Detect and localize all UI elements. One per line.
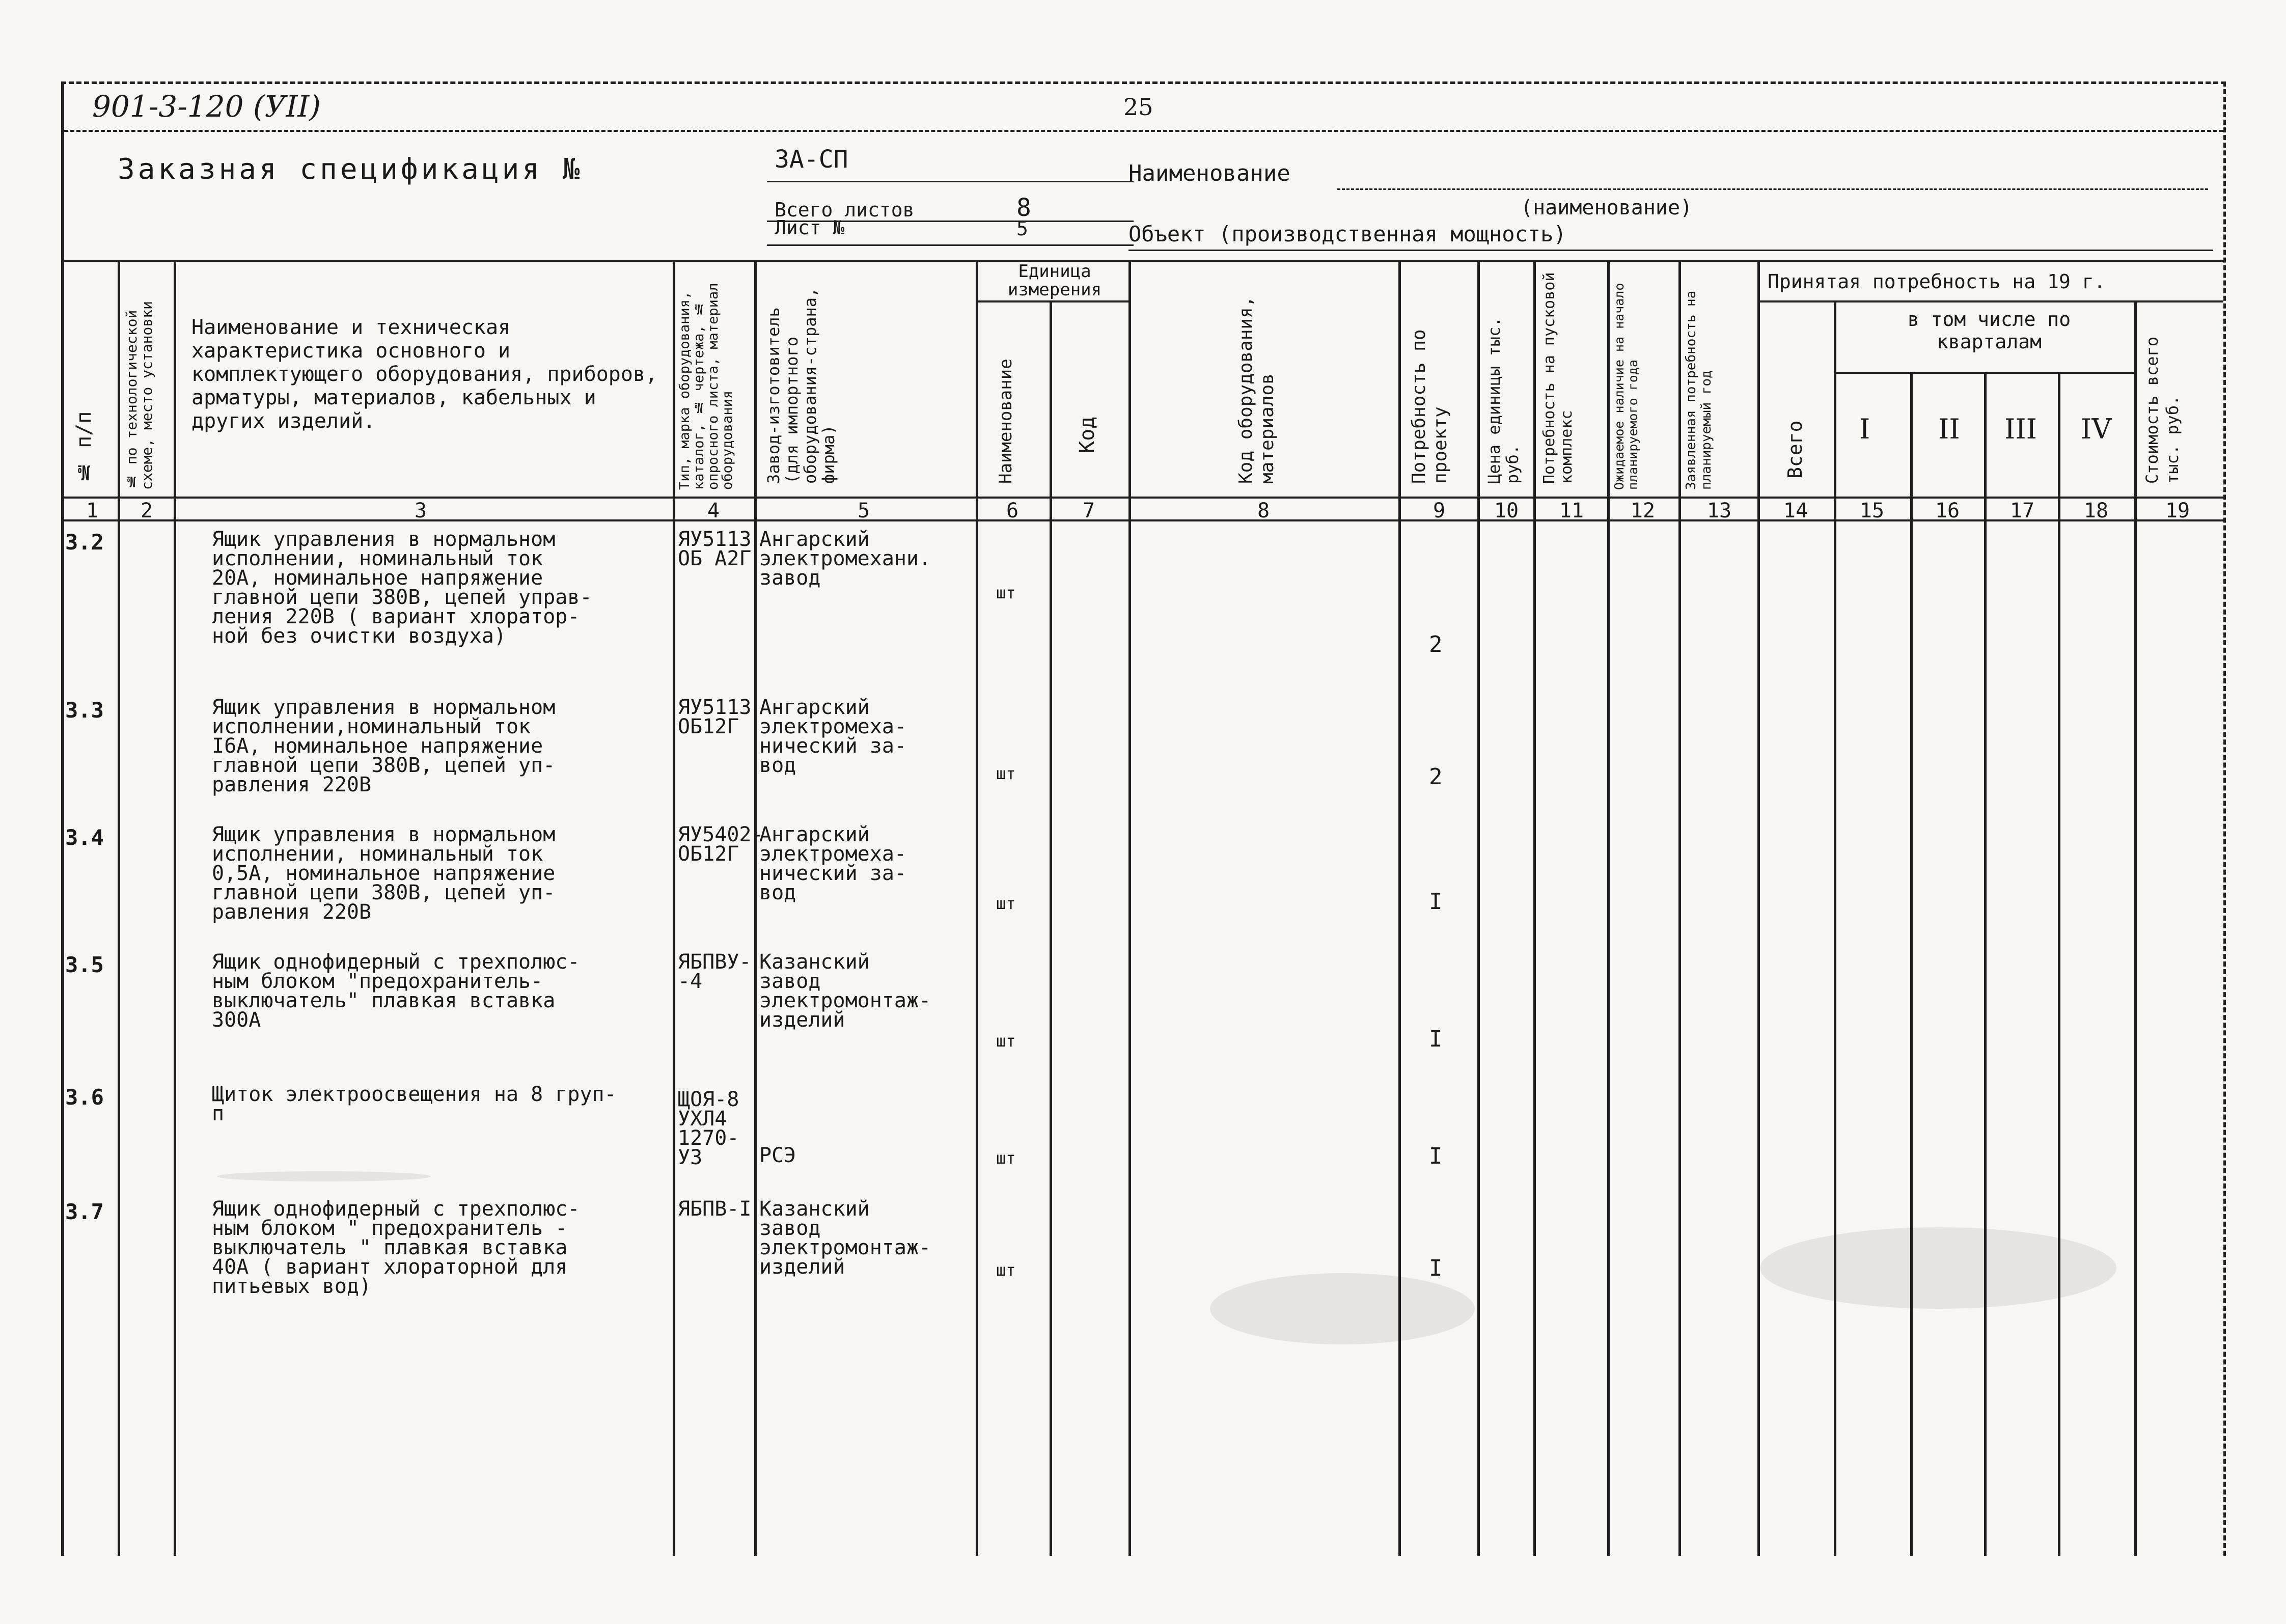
- name-hint: (наименование): [1521, 196, 1693, 219]
- column-number: 14: [1783, 499, 1808, 522]
- quarters-group-header: в том числе по кварталам: [1907, 308, 2071, 353]
- item-qty: 2: [1429, 631, 1443, 657]
- unit-group-header: Единица измерения: [1007, 261, 1102, 300]
- col-rule: [673, 260, 675, 1556]
- body-top-rule: [64, 519, 2223, 521]
- row-number: 3.3: [65, 698, 104, 723]
- sheets-total-label: Всего листов: [775, 199, 915, 221]
- column-number: 3: [414, 499, 427, 522]
- col-14-header: Всего: [1784, 420, 1806, 479]
- col-rule: [1757, 260, 1760, 1556]
- customer-line: [1337, 188, 2208, 190]
- column-number: 12: [1630, 499, 1656, 522]
- item-unit: шт: [996, 894, 1016, 913]
- column-number: 17: [2009, 499, 2035, 522]
- item-maker: РСЭ: [759, 1144, 796, 1167]
- row-number: 3.2: [65, 530, 104, 555]
- item-name: Ящик управления в нормальном исполнении,номинальный ток I6А, номинальное напряжение главной цепи 380В, цепей уп- равления 220В: [212, 696, 556, 796]
- col-rule: [1533, 260, 1536, 1556]
- page-title: Заказная спецификация №: [118, 153, 583, 186]
- item-type: ЩОЯ-8 УХЛ4 1270-У3: [678, 1088, 739, 1169]
- column-number: 2: [140, 499, 153, 522]
- spec-sheet: [61, 81, 2226, 1556]
- col-rule: [976, 260, 978, 1556]
- item-name: Щиток электроосвещения на 8 груп- п: [212, 1083, 617, 1125]
- item-type: ЯБПВУ- -4: [678, 950, 752, 993]
- item-maker: Ангарский электромехани. завод: [759, 528, 931, 590]
- col-rule: [754, 260, 757, 1556]
- quarter-2-header: II: [1938, 413, 1960, 445]
- column-number: 5: [857, 499, 870, 522]
- row-number: 3.5: [65, 952, 104, 977]
- column-number: 11: [1559, 499, 1584, 522]
- table-top-rule: [64, 260, 2223, 262]
- column-number-rule: [64, 497, 2223, 499]
- object-label: Объект (производственная мощность): [1128, 222, 1566, 246]
- col-9-header: Потребность по проекту: [1409, 329, 1451, 484]
- col-rule: [1477, 260, 1480, 1556]
- col-rule: [2134, 300, 2137, 1556]
- column-number: 4: [707, 499, 720, 522]
- column-number: 9: [1433, 499, 1446, 522]
- column-number: 8: [1257, 499, 1270, 522]
- item-name: Ящик однофидерный с трехполюс- ным блоком " предохранитель - выключатель " плавкая вставка 40А ( вариант хлораторной для питьевых вод): [212, 1197, 580, 1298]
- accepted-group-header: Принятая потребность на 19 г.: [1768, 270, 2106, 293]
- unit-group-rule: [976, 300, 1128, 302]
- item-unit: шт: [996, 1260, 1016, 1280]
- col-rule: [1834, 300, 1836, 1556]
- column-number: 7: [1082, 499, 1095, 522]
- item-type: ЯУ5113 ОБ А2Г: [678, 528, 752, 570]
- col-rule: [1607, 260, 1610, 1556]
- column-number: 18: [2083, 499, 2109, 522]
- header-divider: [64, 130, 2223, 132]
- scan-smudge: [1760, 1227, 2116, 1309]
- quarter-4-header: IV: [2081, 413, 2112, 445]
- sheet-label: Лист №: [775, 216, 845, 239]
- col-rule: [1128, 260, 1131, 1556]
- column-number: 1: [86, 499, 99, 522]
- col-2-header: № по технологической схеме, место установки: [123, 301, 155, 490]
- scan-smudge: [217, 1171, 431, 1181]
- item-unit: шт: [996, 1031, 1016, 1051]
- item-maker: Казанский завод электромонтаж- изделий: [759, 950, 931, 1032]
- item-type: ЯБПВ-I: [678, 1197, 752, 1221]
- row-number: 3.7: [65, 1199, 104, 1224]
- accepted-group-rule: [1757, 300, 2223, 302]
- row-number: 3.6: [65, 1085, 104, 1110]
- item-qty: I: [1429, 889, 1443, 915]
- sheet-number: 5: [1016, 217, 1028, 240]
- item-maker: Ангарский электромеха- нический за- вод: [759, 696, 906, 777]
- spec-number-line: [767, 181, 1134, 182]
- item-qty: I: [1429, 1143, 1443, 1169]
- item-maker: Ангарский электромеха- нический за- вод: [759, 823, 906, 904]
- row-number: 3.4: [65, 825, 104, 850]
- doc-code: 901-3-120 (УII): [92, 89, 321, 124]
- col-11-header: Потребность на пусковой комплекс: [1540, 272, 1576, 484]
- item-type: ЯУ5113 ОБ12Г: [678, 696, 752, 738]
- col-rule: [1050, 300, 1052, 1556]
- item-name: Ящик управления в нормальном исполнении, номинальный ток 0,5А, номинальное напряжение главной цепи 380В, цепей уп- равления 220В: [212, 823, 556, 924]
- spec-table: [64, 260, 2223, 1556]
- column-number: 16: [1935, 499, 1960, 522]
- col-6-header: Наименование: [996, 359, 1016, 484]
- col-12-header: Ожидаемое наличие на начало планируемого года: [1612, 283, 1640, 490]
- col-rule: [1984, 372, 1987, 1556]
- column-number: 6: [1006, 499, 1019, 522]
- col-3-header: Наименование и техническая характеристика основного и комплектующего оборудования, приборов, арматуры, материалов, кабельных и других изделий.: [191, 316, 658, 433]
- col-rule: [1910, 372, 1913, 1556]
- spec-number: 3А-СП: [775, 145, 848, 174]
- item-unit: шт: [996, 583, 1016, 602]
- col-5-header: Завод-изготовитель (для импортного оборудования-страна, фирма): [764, 287, 838, 484]
- object-line: [1128, 250, 2213, 251]
- customer-label: Наименование: [1128, 160, 1290, 186]
- col-8-header: Код оборудования, материалов: [1235, 296, 1278, 484]
- item-qty: I: [1429, 1026, 1443, 1052]
- sheets-total: 8: [1016, 194, 1031, 222]
- item-name: Ящик управления в нормальном исполнении, номинальный ток 20А, номинальное напряжение главной цепи 380В, цепей управ- ления 220В ( вариант хлоратор- ной без очистки воздуха): [212, 528, 592, 648]
- item-name: Ящик однофидерный с трехполюс- ным блоком "предохранитель- выключатель" плавкая вставка 300А: [212, 950, 580, 1032]
- col-10-header: Цена единицы тыс. руб.: [1484, 317, 1522, 484]
- column-number: 15: [1859, 499, 1885, 522]
- page-number: 25: [1123, 93, 1153, 121]
- item-maker: Казанский завод электромонтаж- изделий: [759, 1197, 931, 1279]
- col-1-header: № п/п: [72, 411, 96, 484]
- item-unit: шт: [996, 1148, 1016, 1168]
- col-rule: [174, 260, 176, 1556]
- col-7-header: Код: [1076, 416, 1099, 453]
- col-rule: [2058, 372, 2060, 1556]
- col-13-header: Заявленная потребность на планируемый год: [1684, 290, 1714, 490]
- item-qty: 2: [1429, 764, 1443, 790]
- column-number: 13: [1706, 499, 1732, 522]
- item-unit: шт: [996, 764, 1016, 783]
- col-rule: [1678, 260, 1681, 1556]
- col-19-header: Стоимость всего тыс. руб.: [2142, 337, 2182, 484]
- col-4-header: Тип, марка оборудования, каталог, № чертежа, № опросного листа, материал оборудования: [677, 283, 735, 490]
- col-rule: [118, 260, 120, 1556]
- column-number: 10: [1494, 499, 1519, 522]
- scan-smudge: [1210, 1273, 1475, 1344]
- quarter-1-header: I: [1859, 413, 1870, 445]
- col-rule: [1398, 260, 1401, 1556]
- sheet-line: [767, 244, 1134, 246]
- column-number: 19: [2165, 499, 2190, 522]
- item-type: ЯУ5402- ОБ12Г: [678, 823, 764, 866]
- quarter-3-header: III: [2004, 413, 2037, 445]
- item-qty: I: [1429, 1255, 1443, 1281]
